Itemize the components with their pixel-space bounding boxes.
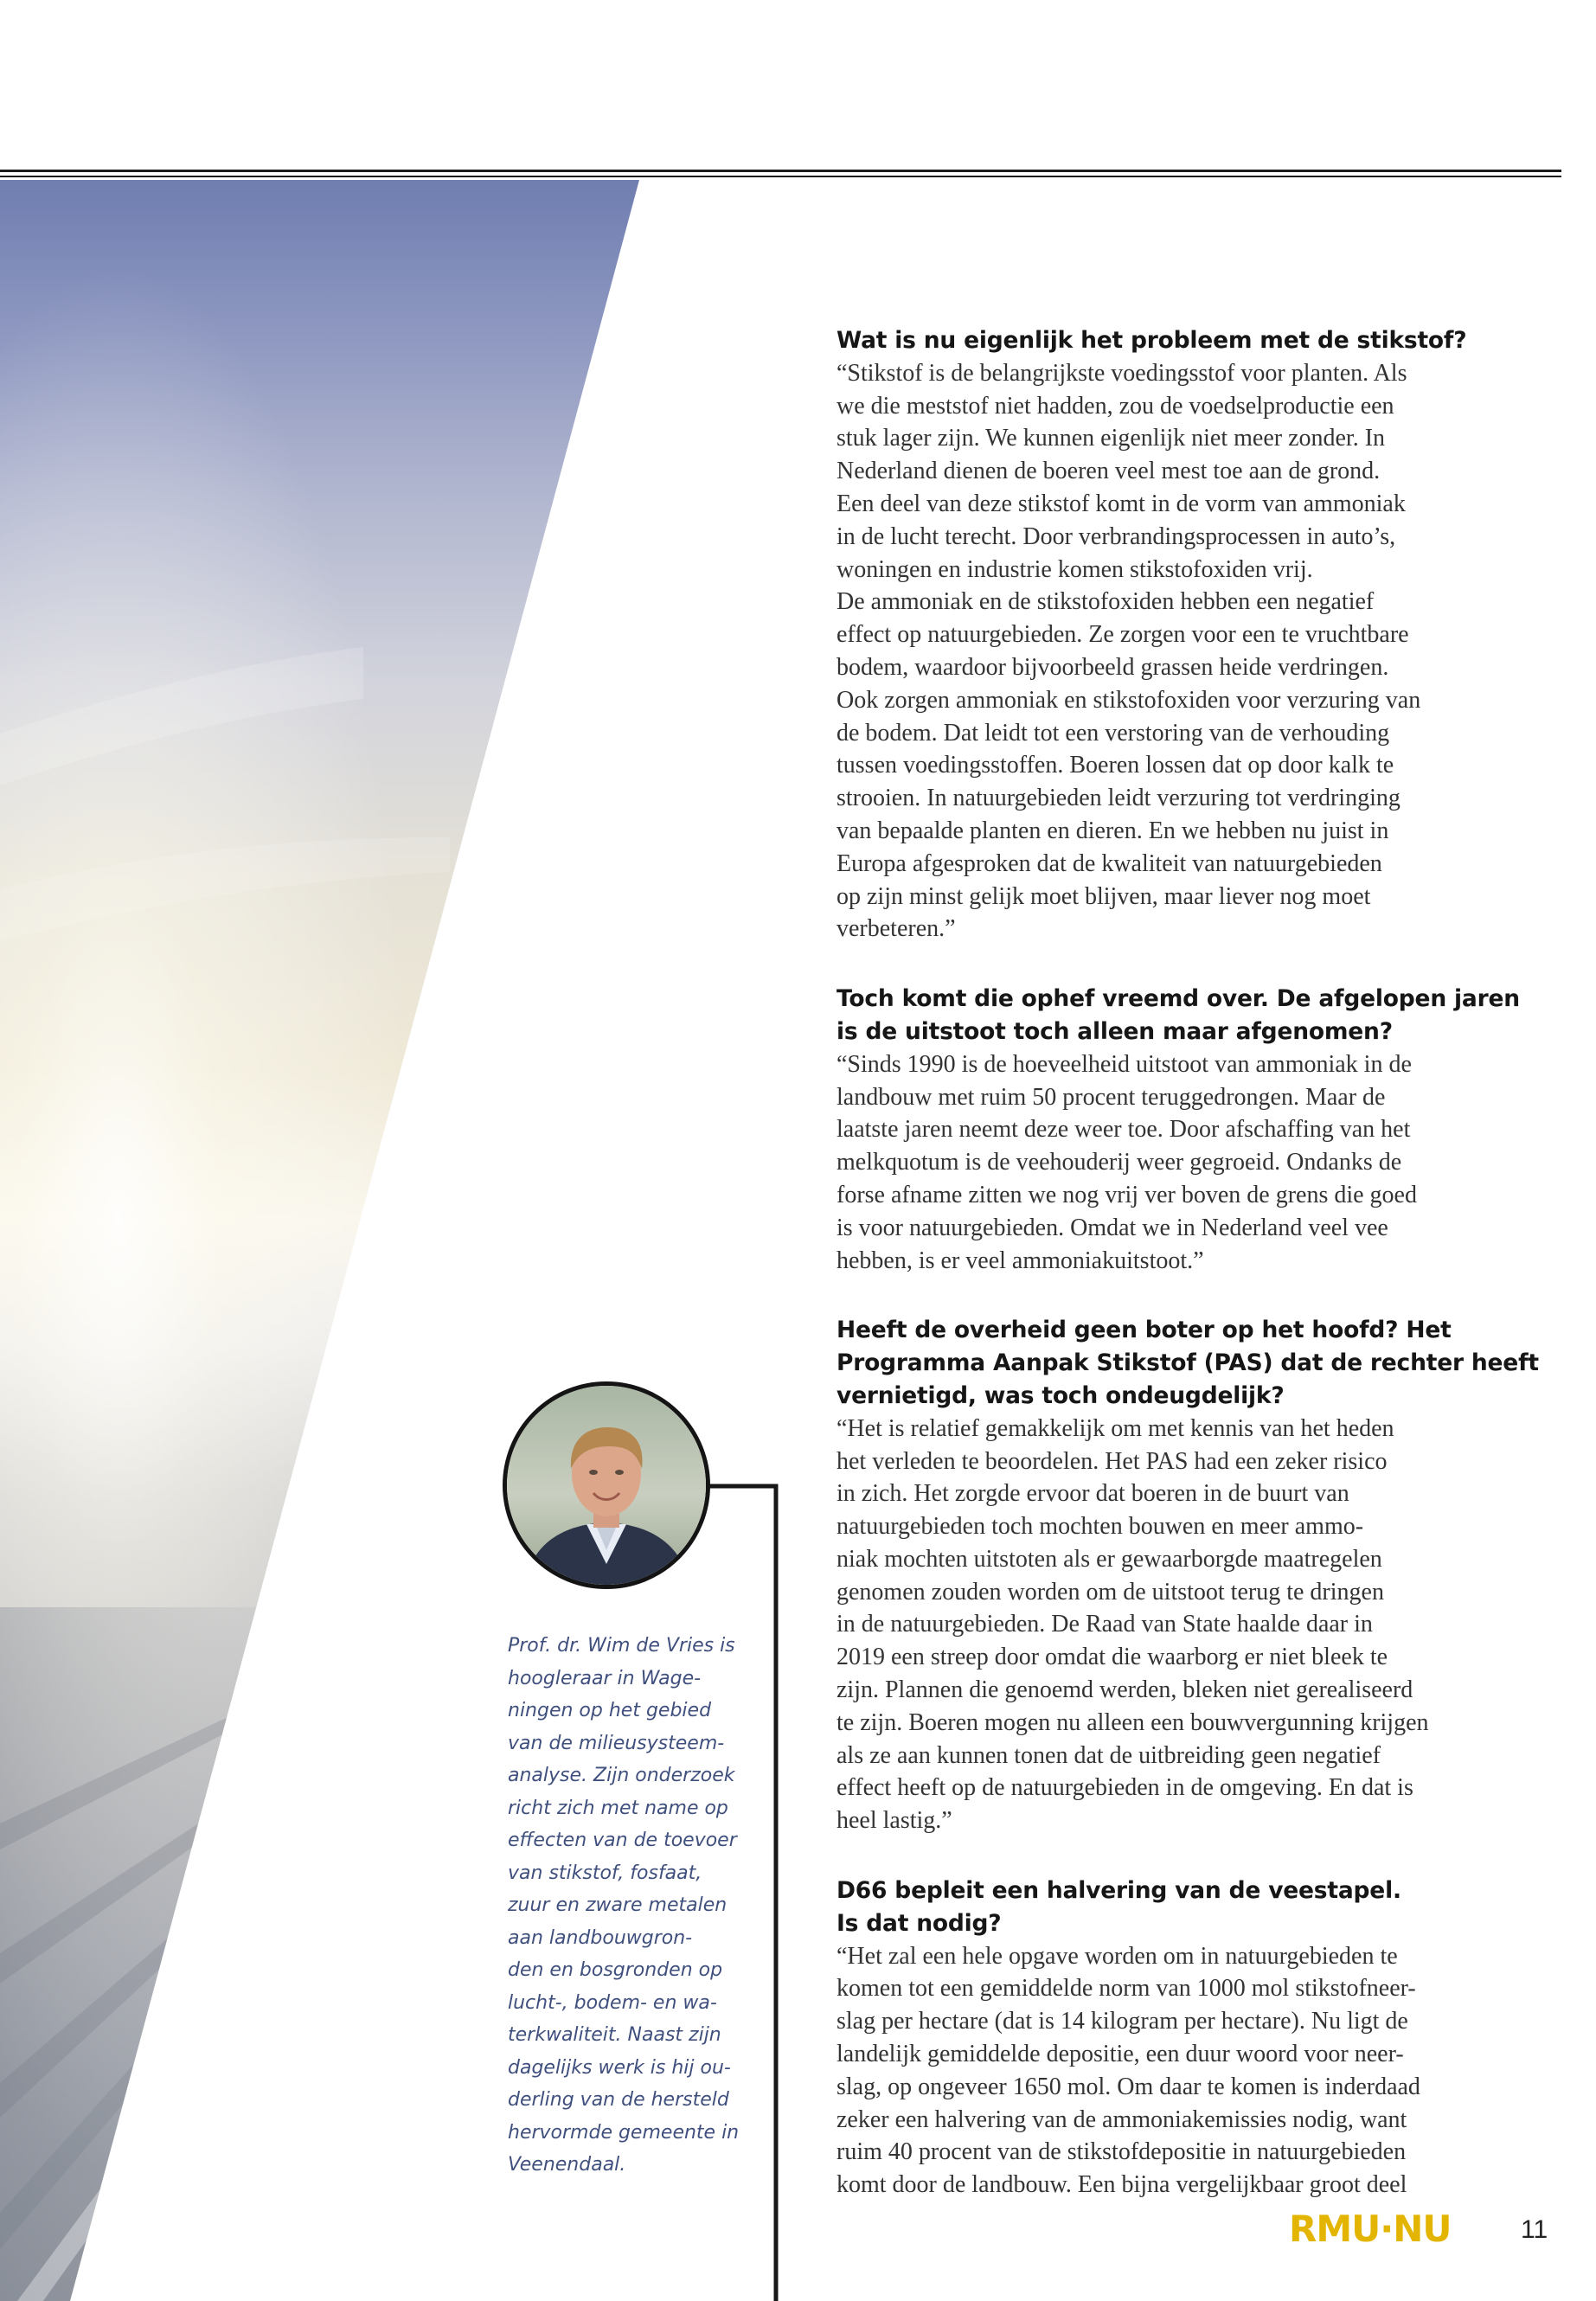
answer-line: woningen en industrie komen stikstofoxiden vrij. [836,555,1313,583]
question-line: Wat is nu eigenlijk het probleem met de stikstof? [836,327,1467,354]
answer-line: als ze aan kunnen tonen dat de uitbreiding geen negatief [836,1741,1381,1769]
qa-section [836,1314,1539,1837]
answer-line: in de natuurgebieden. De Raad van State haalde daar in [836,1611,1373,1638]
answer-line: zijn. Plannen die genoemd werden, bleken niet gerealiseerd [836,1676,1413,1704]
answer-line: het verleden te beoordelen. Het PAS had een zeker risico [836,1447,1388,1475]
qa-section [836,983,1520,1277]
caption-line: ningen op het gebied [508,1700,712,1721]
answer-line: te zijn. Boeren mogen nu alleen een bouwvergunning krijgen [836,1708,1429,1736]
author-caption [508,1630,741,2182]
page-number: 11 [1521,2215,1548,2244]
qa-section [836,324,1467,945]
answer-line: komt door de landbouw. Een bijna vergelijkbaar groot deel [836,2171,1407,2199]
answer-line: landelijk gemiddelde depositie, een duur woord voor neer- [836,2041,1404,2068]
header-rule-thick [0,170,1561,172]
question-line: Toch komt die ophef vreemd over. De afgelopen jaren [836,985,1520,1013]
question-heading [836,1314,1539,1412]
answer-line: effect heeft op de natuurgebieden in de omgeving. En dat is [836,1774,1413,1802]
question-heading [836,324,1467,357]
qa-section [836,1875,1459,2202]
answer-text [836,1413,1459,1837]
answer-line: De ammoniak en de stikstofoxiden hebben een negatief [836,588,1375,616]
answer-line: op zijn minst gelijk moet blijven, maar liever nog moet [836,882,1371,910]
caption-line: zuur en zware metalen [508,1894,727,1916]
answer-line: verbeteren.” [836,915,956,943]
answer-text [836,1048,1459,1278]
answer-line: Een deel van deze stikstof komt in de vorm van ammoniak [836,490,1406,517]
question-line: Is dat nodig? [836,1909,1002,1937]
answer-line: niak mochten uitstoten als er gewaarborgde maatregelen [836,1545,1382,1573]
caption-line: dagelijks werk is hij ou- [508,2056,731,2079]
answer-line: ruim 40 procent van de stikstofdepositie in natuurgebieden [836,2138,1407,2166]
answer-line: genomen zouden worden om de uitstoot terug te dringen [836,1578,1384,1606]
caption-line: terkwaliteit. Naast zijn [508,2024,721,2046]
caption-line: hoogleraar in Wage- [508,1667,702,1689]
answer-line: “Het zal een hele opgave worden om in natuurgebieden te [836,1942,1398,1970]
answer-line: “Stikstof is de belangrijkste voedingsstof voor planten. Als [836,359,1407,387]
answer-line: slag, op ongeveer 1650 mol. Om daar te komen is inderdaad [836,2073,1420,2100]
author-portrait [503,1381,710,1589]
answer-line: Ook zorgen ammoniak en stikstofoxiden voor verzuring van [836,686,1421,714]
answer-line: in zich. Het zorgde ervoor dat boeren in de buurt van [836,1480,1349,1508]
answer-line: slag per hectare (dat is 14 kilogram per hectare). Nu ligt de [836,2008,1408,2035]
caption-line: analyse. Zijn onderzoek [508,1765,735,1786]
question-line: vernietigd, was toch ondeugdelijk? [836,1381,1285,1409]
answer-line: laatste jaren neemt deze weer toe. Door afschaffing van het [836,1116,1411,1144]
question-line: Programma Aanpak Stikstof (PAS) dat de rechter heeft [836,1349,1539,1377]
answer-line: zeker een halvering van de ammoniakemissies nodig, want [836,2106,1407,2133]
answer-line: melkquotum is de veehouderij weer gegroeid. Ondanks de [836,1149,1402,1176]
answer-line: landbouw met ruim 50 procent teruggedrongen. Maar de [836,1083,1386,1111]
caption-line: Veenendaal. [508,2154,626,2176]
answer-line: heel lastig.” [836,1807,952,1835]
caption-line: aan landbouwgron- [508,1926,693,1949]
answer-line: stuk lager zijn. We kunnen eigenlijk niet meer zonder. In [836,425,1386,452]
caption-line: richt zich met name op [508,1797,728,1819]
answer-text [836,1940,1459,2202]
question-line: Heeft de overheid geen boter op het hoofd? Het [836,1317,1452,1344]
answer-line: effect op natuurgebieden. Ze zorgen voor een te vruchtbare [836,621,1409,649]
header-rule-thin [0,176,1561,177]
answer-line: we die meststof niet hadden, zou de voedselproductie een [836,392,1394,420]
answer-line: van bepaalde planten en dieren. En we hebben nu juist in [836,817,1389,844]
question-line: D66 bepleit een halvering van de veestapel. [836,1877,1401,1905]
portrait-image [507,1386,706,1585]
answer-line: Nederland dienen de boeren veel mest toe aan de grond. [836,458,1381,485]
answer-line: strooien. In natuurgebieden leidt verzuring tot verdringing [836,785,1401,812]
answer-line: “Sinds 1990 is de hoeveelheid uitstoot van ammoniak in de [836,1050,1412,1078]
caption-line: van de milieusysteem- [508,1732,725,1754]
question-line: is de uitstoot toch alleen maar afgenomen? [836,1017,1393,1045]
answer-line: in de lucht terecht. Door verbrandingsprocessen in auto’s, [836,522,1396,550]
question-heading [836,983,1520,1048]
answer-line: natuurgebieden toch mochten bouwen en meer ammo- [836,1513,1364,1541]
answer-line: is voor natuurgebieden. Omdat we in Nederland veel vee [836,1214,1388,1241]
answer-line: bodem, waardoor bijvoorbeeld grassen heide verdringen. [836,653,1389,681]
rmu-nu-logo: RMU·NU [1289,2208,1452,2250]
caption-line: den en bosgronden op [508,1959,723,1981]
answer-line: de bodem. Dat leidt tot een verstoring van de verhouding [836,719,1390,747]
caption-line: van stikstof, fosfaat, [508,1862,702,1884]
caption-line: Prof. dr. Wim de Vries is [508,1635,735,1657]
answer-line: tussen voedingsstoffen. Boeren lossen dat op door kalk te [836,752,1394,779]
answer-line: forse afname zitten we nog vrij ver boven de grens die goed [836,1181,1417,1208]
answer-line: “Het is relatief gemakkelijk om met kennis van het heden [836,1414,1394,1442]
answer-text [836,357,1459,945]
caption-line: effecten van de toevoer [508,1830,737,1851]
answer-line: 2019 een streep door omdat die waarborg er niet bleek te [836,1644,1388,1671]
caption-line: derling van de hersteld [508,2089,729,2111]
answer-line: hebben, is er veel ammoniakuitstoot.” [836,1247,1204,1274]
answer-line: Europa afgesproken dat de kwaliteit van natuurgebieden [836,849,1382,877]
caption-line: lucht-, bodem- en wa- [508,1991,717,2014]
answer-line: komen tot een gemiddelde norm van 1000 mol stikstofneer- [836,1975,1416,2003]
caption-line: hervormde gemeente in [508,2121,740,2144]
question-heading [836,1875,1459,1940]
